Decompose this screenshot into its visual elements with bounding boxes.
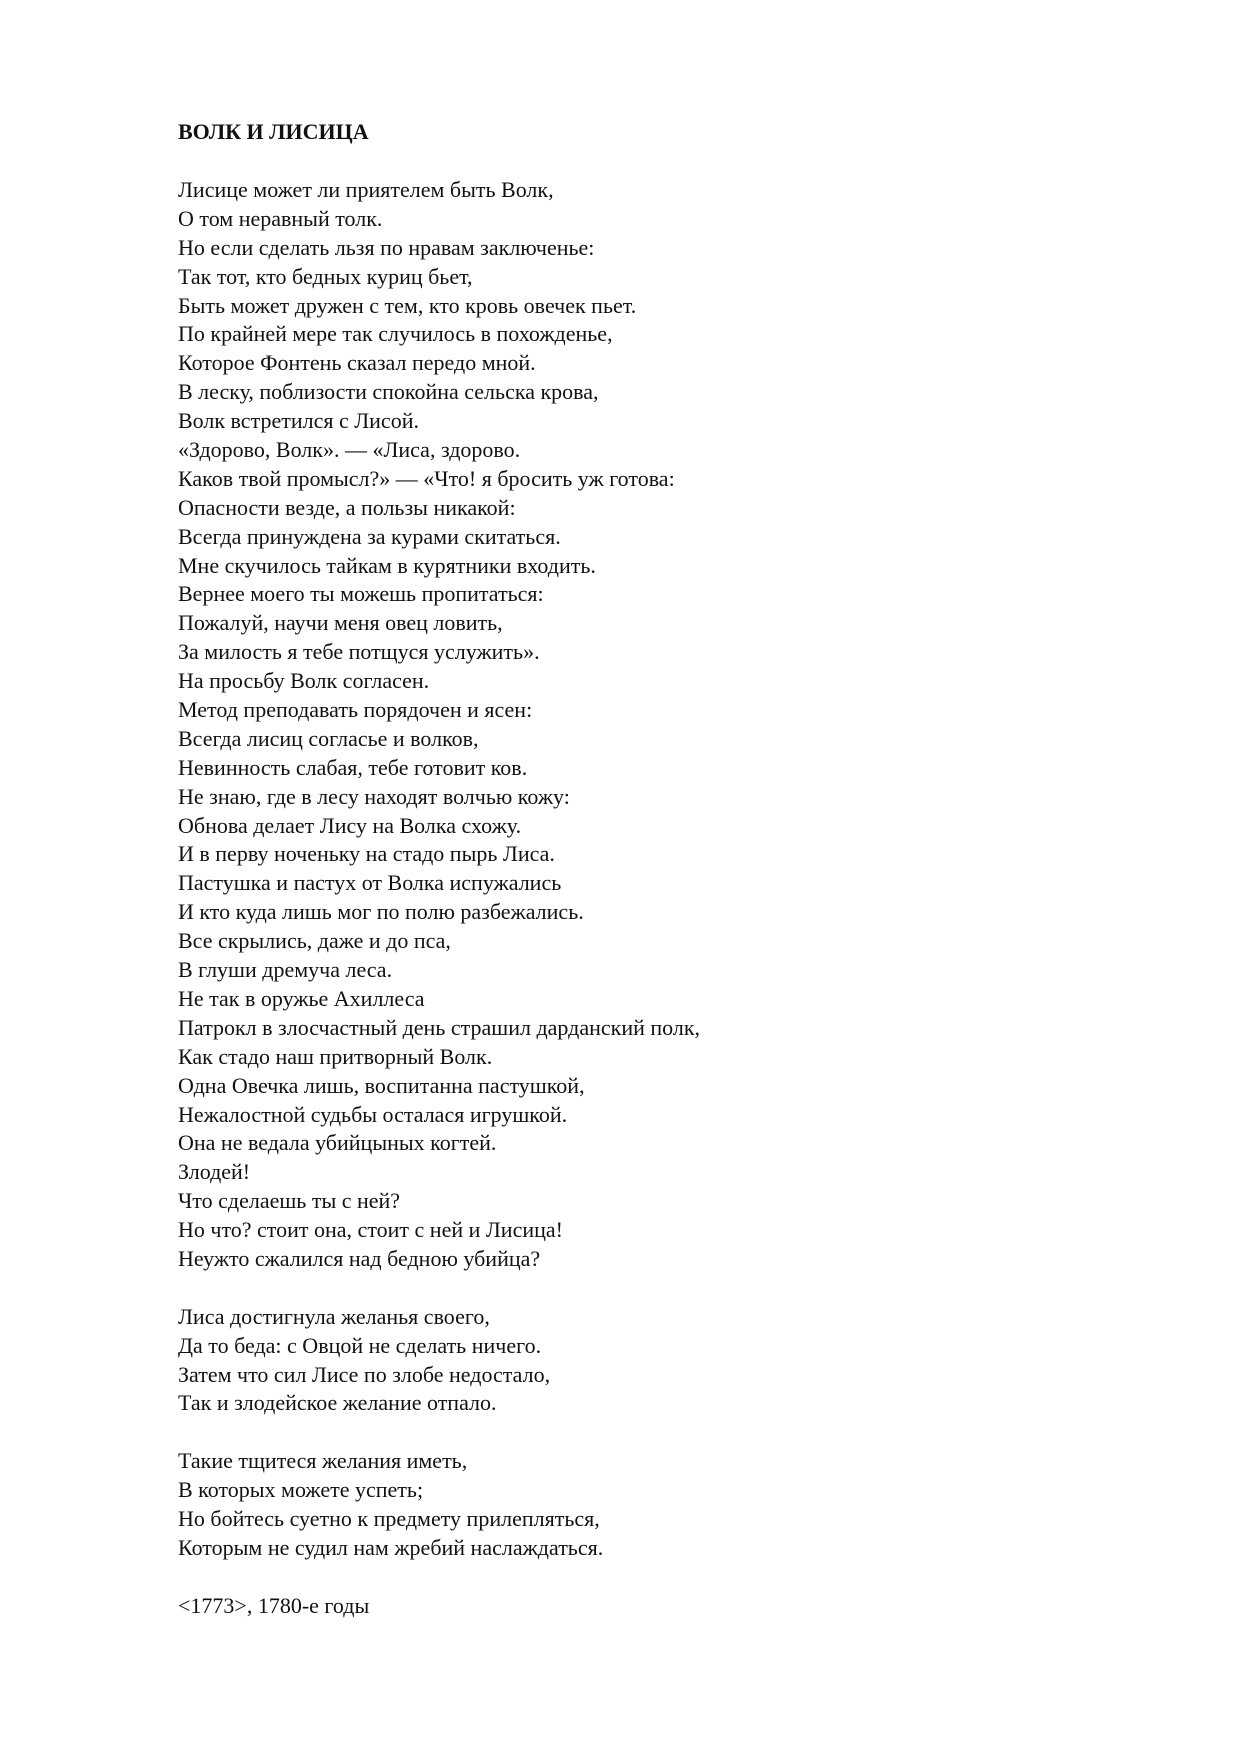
poem-line: Неужто сжалился над бедною убийца? <box>178 1245 541 1271</box>
poem-line: Затем что сил Лисе по злобе недостало, <box>178 1361 551 1387</box>
poem-line: Она не ведала убийцыных когтей. <box>178 1130 497 1156</box>
poem-line: Быть может дружен с тем, кто кровь овечек пьет. <box>178 292 637 318</box>
poem-line: Все скрылись, даже и до пса, <box>178 928 451 954</box>
poem-line: В леску, поблизости спокойна сельска крова, <box>178 379 599 405</box>
poem-line: Мне скучилось тайкам в курятники входить. <box>178 552 596 578</box>
poem-line: Которым не судил нам жребий наслаждаться. <box>178 1534 604 1560</box>
poem-line: Лиса достигнула желанья своего, <box>178 1303 490 1329</box>
poem-line: Обнова делает Лису на Волка схожу. <box>178 812 522 838</box>
poem-line: Всегда принуждена за курами скитаться. <box>178 523 561 549</box>
poem-line: Волк встретился с Лисой. <box>178 408 419 434</box>
poem-line: Но если сделать льзя по нравам заключенье: <box>178 234 595 260</box>
poem-line: «Здорово, Волк». — «Лиса, здорово. <box>178 437 521 463</box>
poem-line: Такие тщитеся желания иметь, <box>178 1448 468 1474</box>
poem-line: И кто куда лишь мог по полю разбежались. <box>178 899 584 925</box>
poem-line: Патрокл в злосчастный день страшил дарданский полк, <box>178 1014 701 1040</box>
poem-line: Злодей! <box>178 1159 251 1185</box>
poem-line: На просьбу Волк согласен. <box>178 668 430 694</box>
poem-line: По крайней мере так случилось в похожденье, <box>178 321 613 347</box>
poem-line: Не так в оружье Ахиллеса <box>178 985 425 1011</box>
poem-title: ВОЛК И ЛИСИЦА <box>178 119 369 144</box>
poem-line: За милость я тебе потщуся услужить». <box>178 639 540 665</box>
poem-line: Пожалуй, научи меня овец ловить, <box>178 610 503 636</box>
poem-line: Вернее моего ты можешь пропитаться: <box>178 581 544 607</box>
poem-line: Но бойтесь суетно к предмету прилепляться, <box>178 1505 600 1531</box>
poem-line: Одна Овечка лишь, воспитанна пастушкой, <box>178 1072 585 1098</box>
poem-line: И в перву ноченьку на стадо пырь Лиса. <box>178 841 555 867</box>
date-line: <1773>, 1780-е годы <box>178 1592 370 1618</box>
poem-line: Опасности везде, а пользы никакой: <box>178 494 516 520</box>
stanza <box>178 1447 700 1563</box>
poem-line: Как стадо наш притворный Волк. <box>178 1043 493 1069</box>
poem-line: Каков твой промысл?» — «Что! я бросить уж готова: <box>178 465 675 491</box>
stanza <box>178 176 700 1274</box>
poem-line: Так тот, кто бедных куриц бьет, <box>178 263 473 289</box>
poem-line: О том неравный толк. <box>178 205 383 231</box>
poem-line: Да то беда: с Овцой не сделать ничего. <box>178 1332 542 1358</box>
poem-line: Которое Фонтень сказал передо мной. <box>178 350 536 376</box>
poem-body <box>178 176 700 1621</box>
poem-line: Но что? стоит она, стоит с ней и Лисица! <box>178 1217 563 1243</box>
poem-line: Лисице может ли приятелем быть Волк, <box>178 177 554 202</box>
poem-line: Невинность слабая, тебе готовит ков. <box>178 754 528 780</box>
poem-line: Не знаю, где в лесу находят волчью кожу: <box>178 783 570 809</box>
poem-line: Всегда лисиц согласье и волков, <box>178 725 479 751</box>
poem-line: Что сделаешь ты с ней? <box>178 1188 401 1214</box>
stanza <box>178 1303 700 1419</box>
poem-line: В которых можете успеть; <box>178 1477 424 1503</box>
poem-line: Так и злодейское желание отпало. <box>178 1390 497 1416</box>
poem-line: Нежалостной судьбы осталася игрушкой. <box>178 1101 568 1127</box>
poem-line: Метод преподавать порядочен и ясен: <box>178 697 533 723</box>
poem-line: Пастушка и пастух от Волка испужались <box>178 870 562 896</box>
poem-line: В глуши дремуча леса. <box>178 957 393 983</box>
